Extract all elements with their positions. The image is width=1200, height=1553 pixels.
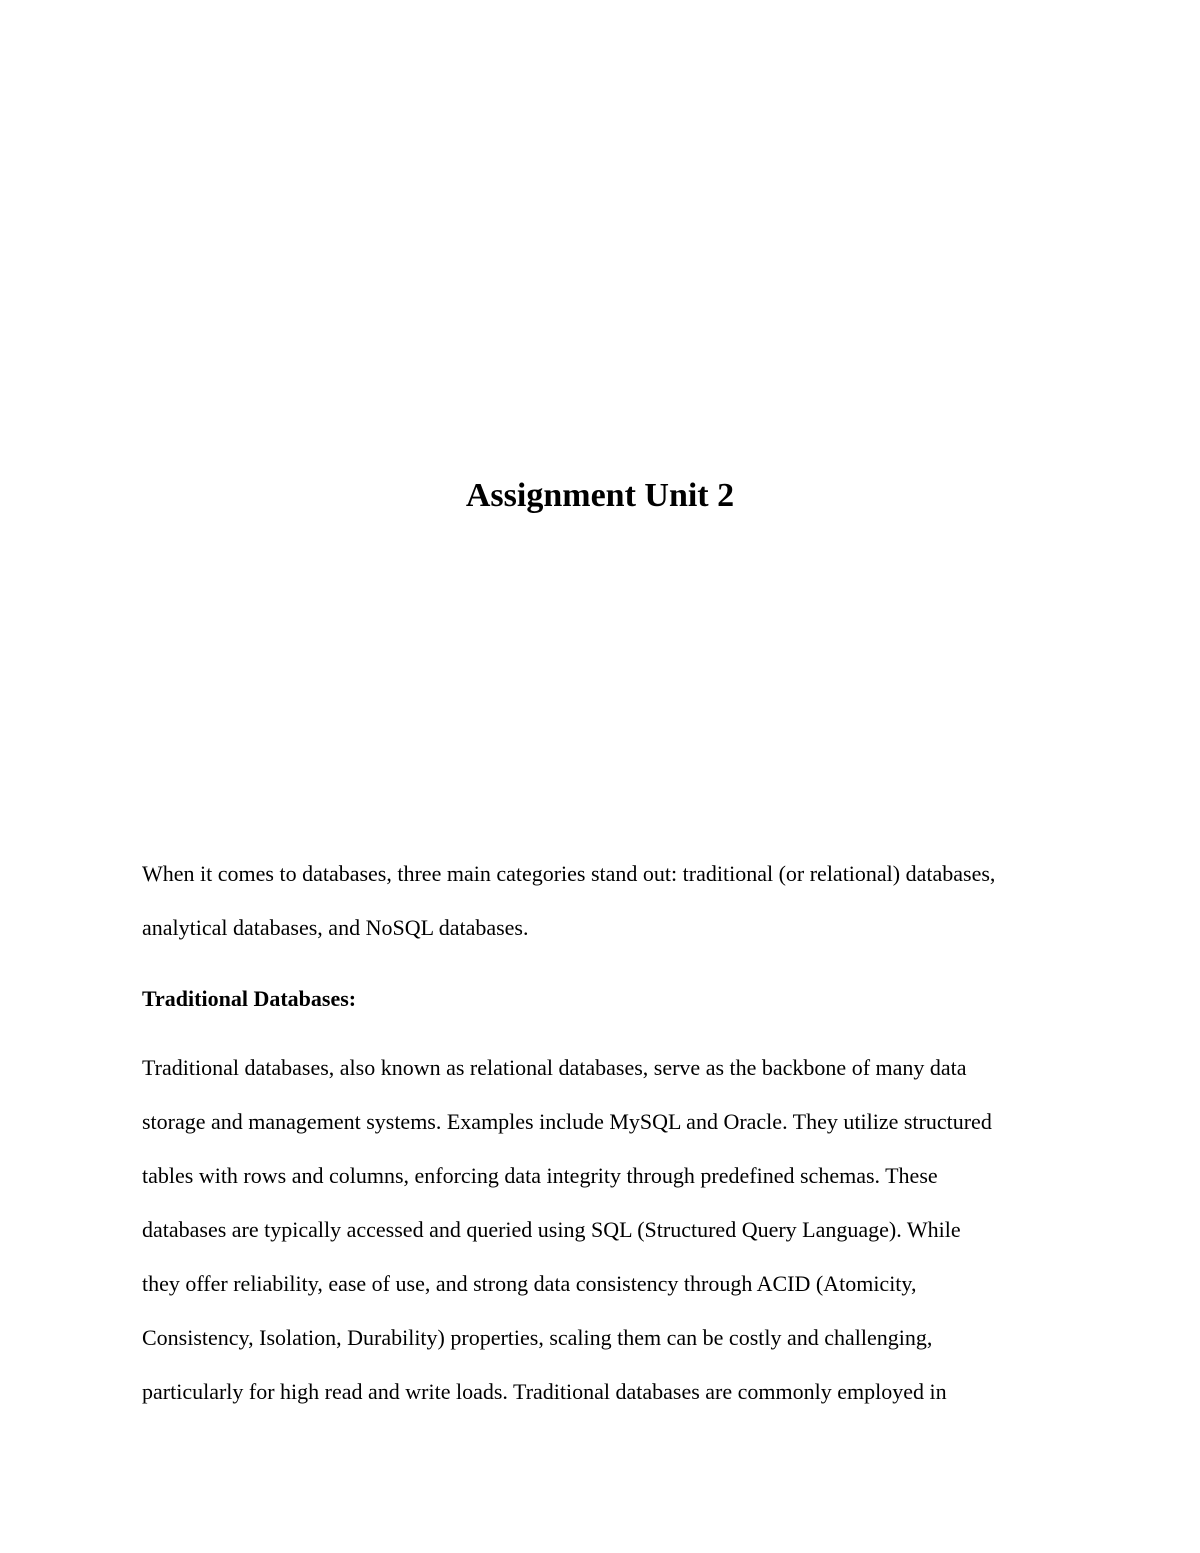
- paragraph-line: particularly for high read and write loads. Traditional databases are commonly employed in: [142, 1379, 947, 1404]
- paragraph-line: Traditional databases, also known as relational databases, serve as the backbone of many data: [142, 1055, 967, 1080]
- paragraph-line: analytical databases, and NoSQL databases.: [142, 915, 529, 940]
- section-heading: Traditional Databases:: [142, 986, 357, 1011]
- document-title: Assignment Unit 2: [465, 477, 735, 514]
- paragraph-line: tables with rows and columns, enforcing data integrity through predefined schemas. These: [142, 1163, 938, 1188]
- paragraph-line: databases are typically accessed and queried using SQL (Structured Query Language). While: [142, 1217, 961, 1242]
- paragraph-line: When it comes to databases, three main categories stand out: traditional (or relational) databases,: [142, 861, 996, 886]
- paragraph-line: storage and management systems. Examples include MySQL and Oracle. They utilize structured: [142, 1109, 992, 1134]
- paragraph-line: they offer reliability, ease of use, and strong data consistency through ACID (Atomicity,: [142, 1271, 917, 1296]
- paragraph-line: Consistency, Isolation, Durability) properties, scaling them can be costly and challenging,: [142, 1325, 933, 1350]
